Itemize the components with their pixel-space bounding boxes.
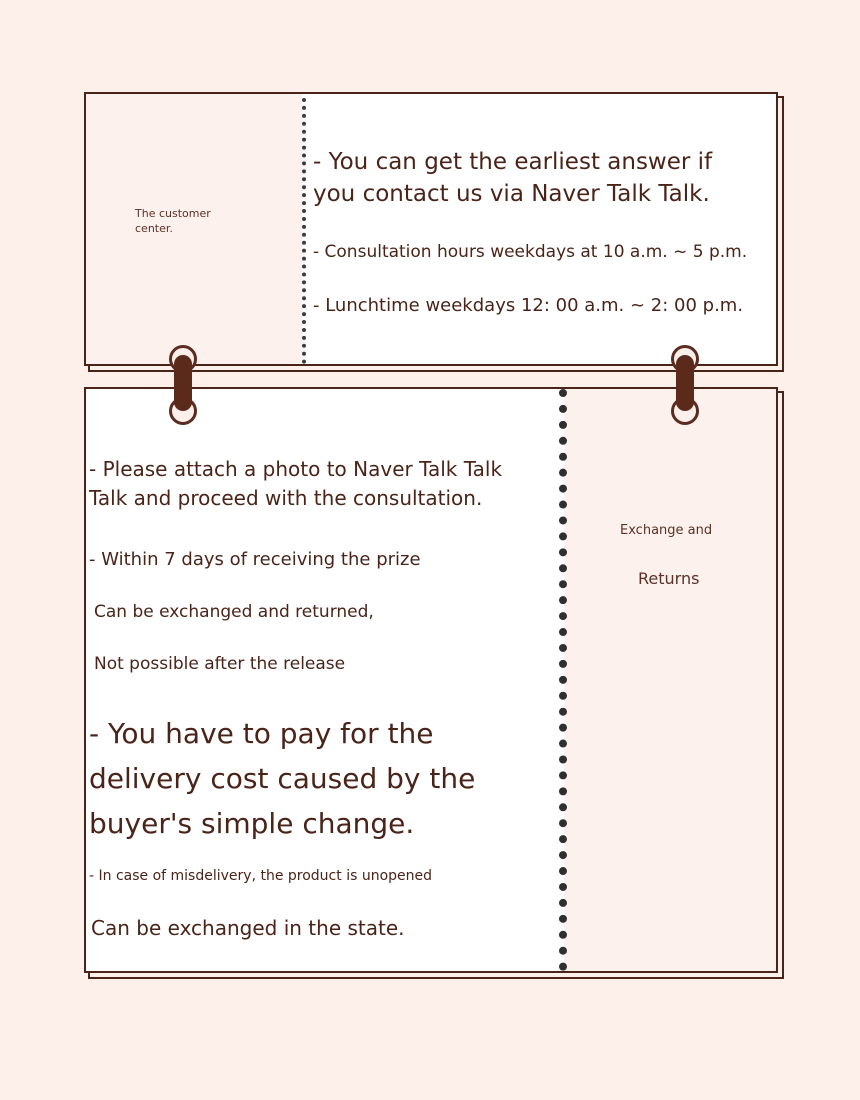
- perforation-line: [559, 389, 567, 971]
- customer-center-label: The customer center.: [135, 207, 211, 235]
- customer-center-card: [84, 92, 778, 366]
- lunchtime-hours: - Lunchtime weekdays 12: 00 a.m. ~ 2: 00 p.m.: [313, 295, 744, 316]
- exchange-returns-label-line1: Exchange and: [620, 523, 713, 538]
- within-days-note: - Within 7 days of receiving the prize: [89, 549, 421, 570]
- binder-clip-left: [174, 355, 192, 411]
- can-exchange-return-note: Can be exchanged and returned,: [94, 602, 374, 622]
- exchange-returns-card: [84, 387, 778, 973]
- delivery-cost-note: - You have to pay for the delivery cost caused by the buyer's simple change.: [89, 717, 476, 840]
- not-possible-note: Not possible after the release: [94, 654, 346, 674]
- exchange-returns-tab: [564, 389, 776, 971]
- attach-photo-note: - Please attach a photo to Naver Talk Talk Talk and proceed with the consultation.: [89, 457, 503, 510]
- exchange-returns-label-line2: Returns: [638, 569, 700, 588]
- contact-headline: - You can get the earliest answer if you contact us via Naver Talk Talk.: [313, 149, 713, 207]
- binder-clip-right: [676, 355, 694, 411]
- misdelivery-note: - In case of misdelivery, the product is unopened: [89, 868, 433, 884]
- perforation-line: [302, 98, 306, 364]
- exchange-state-note: Can be exchanged in the state.: [91, 916, 405, 940]
- consultation-hours: - Consultation hours weekdays at 10 a.m. ~ 5 p.m.: [313, 242, 748, 262]
